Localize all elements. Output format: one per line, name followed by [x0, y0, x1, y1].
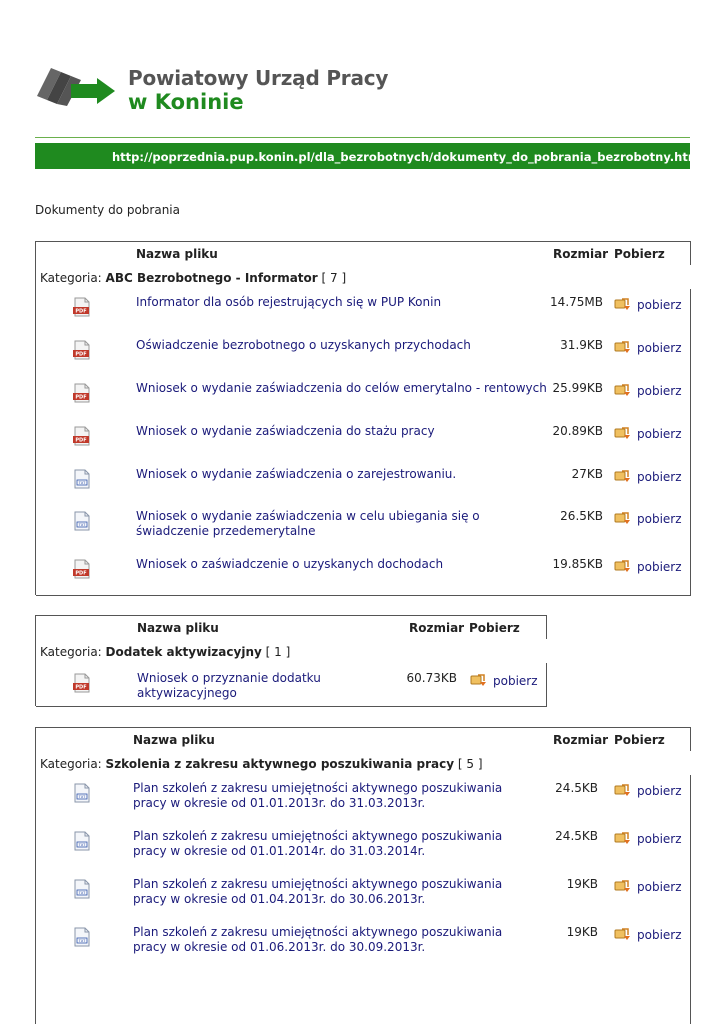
download-link[interactable] [614, 879, 682, 894]
download-label: pobierz [493, 674, 538, 688]
url-bar [35, 143, 704, 169]
category-count: [ 1 ] [261, 645, 291, 659]
download-label: pobierz [637, 341, 682, 355]
file-table [35, 241, 691, 595]
download-label: pobierz [637, 298, 682, 312]
file-size: 24.5KB [555, 829, 598, 843]
table-border [36, 595, 691, 596]
pdf-icon[interactable] [72, 559, 92, 579]
download-label: pobierz [637, 512, 682, 526]
svg-text:PDF: PDF [75, 308, 87, 315]
download-link[interactable] [614, 927, 682, 942]
download-icon [614, 559, 631, 573]
logo-subtitle: w Koninie [128, 90, 244, 114]
logo-title: Powiatowy Urząd Pracy [128, 66, 389, 90]
category-prefix: Kategoria: [40, 271, 106, 285]
column-header-download: Pobierz [469, 621, 520, 635]
category-name: Dodatek aktywizacyjny [105, 645, 262, 659]
category-name: Szkolenia z zakresu aktywnego poszukiwania pracy [105, 757, 455, 771]
download-link[interactable] [614, 469, 682, 484]
download-link[interactable] [614, 426, 682, 441]
page-url[interactable]: http://poprzednia.pup.konin.pl/dla_bezrobotnych/dokumenty_do_pobrania_bezrobotny.html [112, 150, 704, 164]
category-prefix: Kategoria: [40, 757, 106, 771]
pdf-icon[interactable] [72, 426, 92, 446]
download-label: pobierz [637, 384, 682, 398]
doc-icon[interactable] [72, 511, 92, 531]
file-link[interactable]: Informator dla osób rejestrujących się w PUP Konin [136, 295, 442, 309]
category-count: [ 5 ] [454, 757, 483, 771]
column-header-size: Rozmiar [553, 247, 609, 261]
table-border [546, 663, 547, 706]
svg-text:TXT: TXT [78, 843, 86, 847]
column-header-name: Nazwa pliku [137, 621, 219, 635]
table-border [690, 289, 691, 595]
file-size: 31.9KB [560, 338, 603, 352]
svg-text:PDF: PDF [75, 394, 87, 401]
download-label: pobierz [637, 928, 682, 942]
download-label: pobierz [637, 784, 682, 798]
category-label [40, 757, 483, 771]
file-link[interactable]: Plan szkoleń z zakresu umiejętności aktywnego poszukiwania pracy w okresie od 01.04.2013r. do 30.06.2013r. [133, 877, 503, 906]
doc-icon[interactable] [72, 879, 92, 899]
download-link[interactable] [614, 511, 682, 526]
download-icon [614, 383, 631, 397]
file-link[interactable]: Plan szkoleń z zakresu umiejętności aktywnego poszukiwania pracy w okresie od 01.01.2013r. do 31.03.2013r. [133, 781, 503, 810]
file-link[interactable]: Wniosek o zaświadczenie o uzyskanych dochodach [136, 557, 444, 571]
pdf-icon[interactable] [72, 297, 92, 317]
download-link[interactable] [614, 559, 682, 574]
category-label [40, 645, 290, 659]
download-link[interactable] [470, 673, 538, 688]
file-size: 26.5KB [560, 509, 603, 523]
file-size: 24.5KB [555, 781, 598, 795]
table-border [36, 706, 547, 707]
header-divider [35, 137, 690, 138]
category-label [40, 271, 346, 285]
table-border [690, 775, 691, 1024]
table-border [546, 615, 547, 639]
svg-text:PDF: PDF [75, 684, 87, 691]
download-icon [614, 469, 631, 483]
doc-icon[interactable] [72, 831, 92, 851]
download-icon [614, 831, 631, 845]
file-link[interactable]: Oświadczenie bezrobotnego o uzyskanych przychodach [136, 338, 471, 352]
download-icon [470, 673, 487, 687]
svg-text:PDF: PDF [75, 351, 87, 358]
svg-text:TXT: TXT [78, 939, 86, 943]
column-header-size: Rozmiar [553, 733, 609, 747]
table-border [36, 241, 691, 242]
file-size: 19KB [566, 877, 598, 891]
file-table [35, 727, 691, 1024]
download-icon [614, 783, 631, 797]
logo-graphic-icon [35, 64, 120, 114]
file-size: 60.73KB [406, 671, 457, 685]
category-prefix: Kategoria: [40, 645, 106, 659]
svg-text:TXT: TXT [78, 891, 86, 895]
doc-icon[interactable] [72, 469, 92, 489]
download-label: pobierz [637, 560, 682, 574]
column-header-name: Nazwa pliku [133, 733, 215, 747]
logo[interactable] [35, 62, 389, 118]
file-link[interactable]: Wniosek o wydanie zaświadczenia o zarejestrowaniu. [136, 467, 457, 481]
file-size: 19.85KB [552, 557, 603, 571]
column-header-download: Pobierz [614, 247, 665, 261]
doc-icon[interactable] [72, 927, 92, 947]
pdf-icon[interactable] [72, 383, 92, 403]
file-size: 27KB [571, 467, 603, 481]
download-link[interactable] [614, 383, 682, 398]
download-icon [614, 297, 631, 311]
table-border [690, 241, 691, 265]
file-link[interactable]: Wniosek o wydanie zaświadczenia w celu ubiegania się o świadczenie przedemerytalne [136, 509, 480, 538]
svg-text:PDF: PDF [75, 570, 87, 577]
download-icon [614, 340, 631, 354]
category-count: [ 7 ] [317, 271, 347, 285]
column-header-name: Nazwa pliku [136, 247, 218, 261]
file-link[interactable]: Plan szkoleń z zakresu umiejętności aktywnego poszukiwania pracy w okresie od 01.01.2014r. do 31.03.2014r. [133, 829, 503, 858]
pdf-icon[interactable] [72, 673, 92, 693]
file-link[interactable]: Wniosek o wydanie zaświadczenia do celów emerytalno - rentowych [136, 381, 547, 395]
download-link[interactable] [614, 340, 682, 355]
svg-text:PDF: PDF [75, 437, 87, 444]
table-border [690, 727, 691, 751]
file-size: 25.99KB [552, 381, 603, 395]
column-header-download: Pobierz [614, 733, 665, 747]
svg-text:TXT: TXT [78, 795, 86, 799]
file-table [35, 615, 547, 706]
download-label: pobierz [637, 427, 682, 441]
file-link[interactable]: Wniosek o wydanie zaświadczenia do stażu pracy [136, 424, 435, 438]
download-icon [614, 511, 631, 525]
category-name: ABC Bezrobotnego - Informator [105, 271, 318, 285]
svg-text:TXT: TXT [78, 523, 86, 527]
download-link[interactable] [614, 297, 682, 312]
file-link[interactable]: Wniosek o przyznanie dodatku aktywizacyjnego [137, 671, 321, 700]
download-icon [614, 927, 631, 941]
pdf-icon[interactable] [72, 340, 92, 360]
download-label: pobierz [637, 470, 682, 484]
download-label: pobierz [637, 880, 682, 894]
download-link[interactable] [614, 783, 682, 798]
column-header-size: Rozmiar [409, 621, 465, 635]
table-border [36, 727, 691, 728]
file-size: 19KB [566, 925, 598, 939]
download-icon [614, 426, 631, 440]
download-label: pobierz [637, 832, 682, 846]
download-icon [614, 879, 631, 893]
file-size: 14.75MB [550, 295, 603, 309]
page-title: Dokumenty do pobrania [35, 203, 180, 217]
download-link[interactable] [614, 831, 682, 846]
doc-icon[interactable] [72, 783, 92, 803]
file-link[interactable]: Plan szkoleń z zakresu umiejętności aktywnego poszukiwania pracy w okresie od 01.06.2013r. do 30.09.2013r. [133, 925, 503, 954]
file-size: 20.89KB [552, 424, 603, 438]
table-border [36, 615, 547, 616]
svg-text:TXT: TXT [78, 481, 86, 485]
